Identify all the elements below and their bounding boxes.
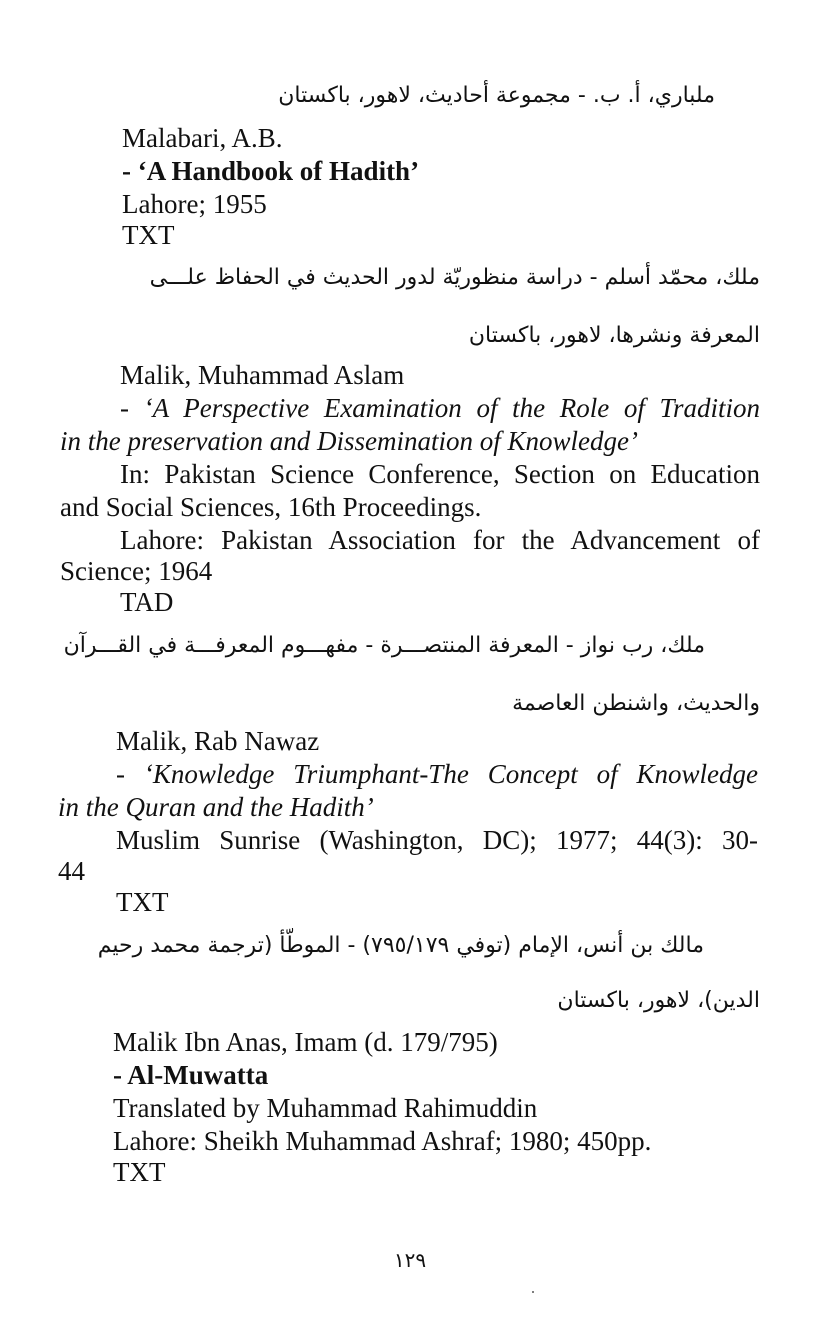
entry-1-code: TXT bbox=[122, 220, 175, 250]
entry-2-arabic-line-1: ملك، محمّد أسلم - دراسة منظوريّة لدور الحديث في الحفاظ علـــى bbox=[149, 265, 760, 290]
entry-3-code: TXT bbox=[116, 887, 169, 917]
entry-1-arabic-line: ملباري، أ. ب. - مجموعة أحاديث، لاهور، باكستان bbox=[278, 83, 715, 108]
page-number: ١٢٩ bbox=[393, 1248, 427, 1272]
entry-2-in-line-1: In: Pakistan Science Conference, Section on Education bbox=[120, 459, 760, 489]
entry-2-publisher-line-2: Science; 1964 bbox=[60, 556, 213, 586]
entry-2-author: Malik, Muhammad Aslam bbox=[120, 360, 405, 390]
entry-2-arabic-line-2: المعرفة ونشرها، لاهور، باكستان bbox=[468, 323, 760, 348]
entry-3-arabic-line-2: والحديث، واشنطن العاصمة bbox=[512, 691, 760, 716]
entry-4-arabic-line-1: مالك بن أنس، الإمام (توفي ٧٩٥/١٧٩) - الموطّأ (ترجمة محمد رحيم bbox=[97, 933, 704, 958]
entry-3-title-line-2: in the Quran and the Hadith’ bbox=[58, 792, 374, 822]
entry-2-title-line-1: - ‘A Perspective Examination of the Role of Tradition bbox=[120, 393, 760, 423]
entry-4-title: - Al-Muwatta bbox=[113, 1060, 269, 1090]
entry-1-author: Malabari, A.B. bbox=[122, 123, 283, 153]
entry-4-publisher: Lahore: Sheikh Muhammad Ashraf; 1980; 450pp. bbox=[113, 1126, 652, 1156]
entry-4-code: TXT bbox=[113, 1157, 166, 1187]
entry-1-title: - ‘A Handbook of Hadith’ bbox=[122, 156, 420, 186]
entry-3-author: Malik, Rab Nawaz bbox=[116, 726, 320, 756]
entry-3-arabic-line-1: ملك، رب نواز - المعرفة المنتصـــرة - مفهـــوم المعرفـــة في القـــرآن bbox=[63, 633, 705, 658]
entry-3-publication-line-1: Muslim Sunrise (Washington, DC); 1977; 44(3): 30- bbox=[116, 825, 758, 855]
entry-3-publication-line-2: 44 bbox=[58, 856, 85, 886]
entry-4-arabic-line-2: الدين)، لاهور، باكستان bbox=[557, 988, 760, 1013]
scan-speck bbox=[532, 1291, 534, 1293]
entry-2-code: TAD bbox=[120, 587, 174, 617]
entry-2-in-line-2: and Social Sciences, 16th Proceedings. bbox=[60, 492, 482, 522]
entry-2-publisher-line-1: Lahore: Pakistan Association for the Advancement of bbox=[120, 525, 760, 555]
entry-1-place-year: Lahore; 1955 bbox=[122, 189, 267, 219]
entry-4-translator: Translated by Muhammad Rahimuddin bbox=[113, 1093, 538, 1123]
entry-3-title-line-1: - ‘Knowledge Triumphant-The Concept of Knowledge bbox=[116, 759, 758, 789]
entry-2-title-line-2: in the preservation and Dissemination of Knowledge’ bbox=[60, 426, 638, 456]
entry-4-author: Malik Ibn Anas, Imam (d. 179/795) bbox=[113, 1027, 498, 1057]
